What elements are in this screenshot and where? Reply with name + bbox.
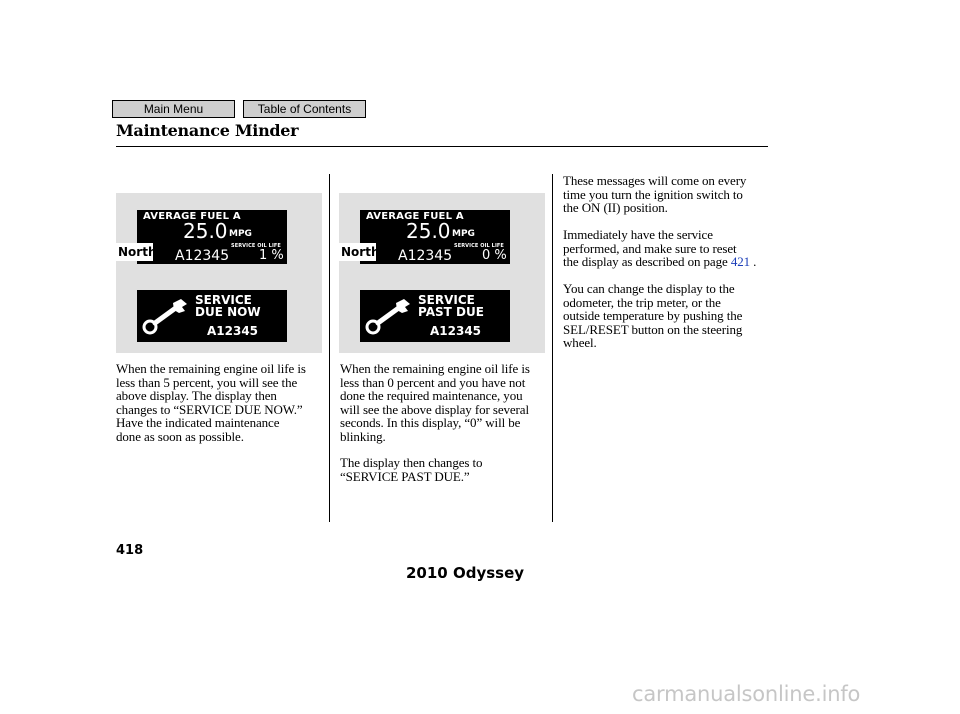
service-oil-life-label: SERVICE OIL LIFE — [231, 243, 281, 249]
text-line: seconds. In this display, “0” will be — [340, 415, 521, 430]
page-421-link[interactable]: 421 — [730, 254, 751, 269]
column3-paragraph2 — [563, 228, 756, 269]
text-line: time you turn the ignition switch to — [563, 186, 743, 202]
column1-paragraph — [116, 362, 306, 443]
text-line: outside temperature by pushing the — [563, 308, 743, 323]
odometer-reading: A12345 — [398, 248, 453, 264]
service-message-screen — [137, 290, 287, 342]
text-line: Have the indicated maintenance — [116, 415, 280, 430]
text-line: changes to “SERVICE DUE NOW.” — [116, 401, 303, 417]
wrench-icon — [364, 295, 414, 337]
display-illustration-past-due — [339, 193, 545, 353]
main-menu-button[interactable]: Main Menu — [112, 100, 235, 118]
mpg-value: 25.0 — [183, 219, 228, 243]
text-fragment: . — [750, 254, 757, 269]
text-line: less than 0 percent and you have not — [340, 374, 526, 390]
info-display-screen — [137, 210, 287, 264]
text-line: odometer, the trip meter, or the — [563, 294, 721, 310]
average-fuel-label: AVERAGE FUEL A — [366, 211, 464, 222]
mpg-unit: MPG — [229, 229, 252, 239]
message-odometer: A12345 — [207, 324, 259, 338]
text-line: less than 5 percent, you will see the — [116, 374, 298, 390]
message-odometer: A12345 — [430, 324, 482, 338]
text-line: the ON (II) position. — [563, 200, 668, 215]
model-name: 2010 Odyssey — [406, 564, 525, 582]
text-line: Immediately have the service — [563, 227, 713, 242]
text-line: SEL/RESET button on the steering — [563, 321, 743, 337]
wrench-icon — [141, 295, 191, 337]
text-line: will see the above display for several — [340, 401, 529, 417]
service-message-line2: PAST DUE — [418, 305, 484, 319]
text-fragment: the display as described on page — [563, 254, 731, 269]
page-title: Maintenance Minder — [116, 121, 299, 140]
compass-label: North — [118, 245, 157, 259]
text-line: The display then changes to — [340, 455, 483, 470]
column-divider — [552, 174, 553, 522]
text-line: “SERVICE PAST DUE.” — [340, 468, 470, 484]
text-line: When the remaining engine oil life is — [116, 361, 306, 376]
display-illustration-due-now — [116, 193, 322, 353]
average-fuel-label: AVERAGE FUEL A — [143, 211, 241, 222]
title-divider — [116, 146, 768, 147]
odometer-reading: A12345 — [175, 248, 230, 264]
text-line: You can change the display to the — [563, 281, 735, 296]
service-message-line1: SERVICE — [418, 293, 475, 307]
column2-paragraph1 — [340, 362, 530, 443]
service-message-line1: SERVICE — [195, 293, 252, 307]
column3-paragraph1 — [563, 174, 746, 215]
text-line: done as soon as possible. — [116, 428, 244, 444]
column-divider — [329, 174, 330, 522]
column2-paragraph2 — [340, 456, 482, 483]
mpg-unit: MPG — [452, 229, 475, 239]
service-message-screen — [360, 290, 510, 342]
watermark: carmanualsonline.info — [632, 682, 861, 706]
compass-label: North — [341, 245, 380, 259]
text-line — [563, 255, 756, 269]
service-oil-life-label: SERVICE OIL LIFE — [454, 243, 504, 249]
text-line: These messages will come on every — [563, 173, 747, 188]
text-line: performed, and make sure to reset — [563, 240, 737, 256]
oil-life-percent: 0 % — [482, 248, 507, 263]
service-message-line2: DUE NOW — [195, 305, 261, 319]
text-line: above display. The display then — [116, 388, 277, 403]
column3-paragraph3 — [563, 282, 742, 350]
mpg-value: 25.0 — [406, 219, 451, 243]
text-line: When the remaining engine oil life is — [340, 361, 530, 376]
info-display-screen — [360, 210, 510, 264]
table-of-contents-button[interactable]: Table of Contents — [243, 100, 366, 118]
page-number: 418 — [116, 543, 144, 558]
text-line: done the required maintenance, you — [340, 388, 523, 403]
text-line: wheel. — [563, 335, 597, 350]
oil-life-percent: 1 % — [259, 248, 284, 263]
text-line: blinking. — [340, 428, 386, 444]
